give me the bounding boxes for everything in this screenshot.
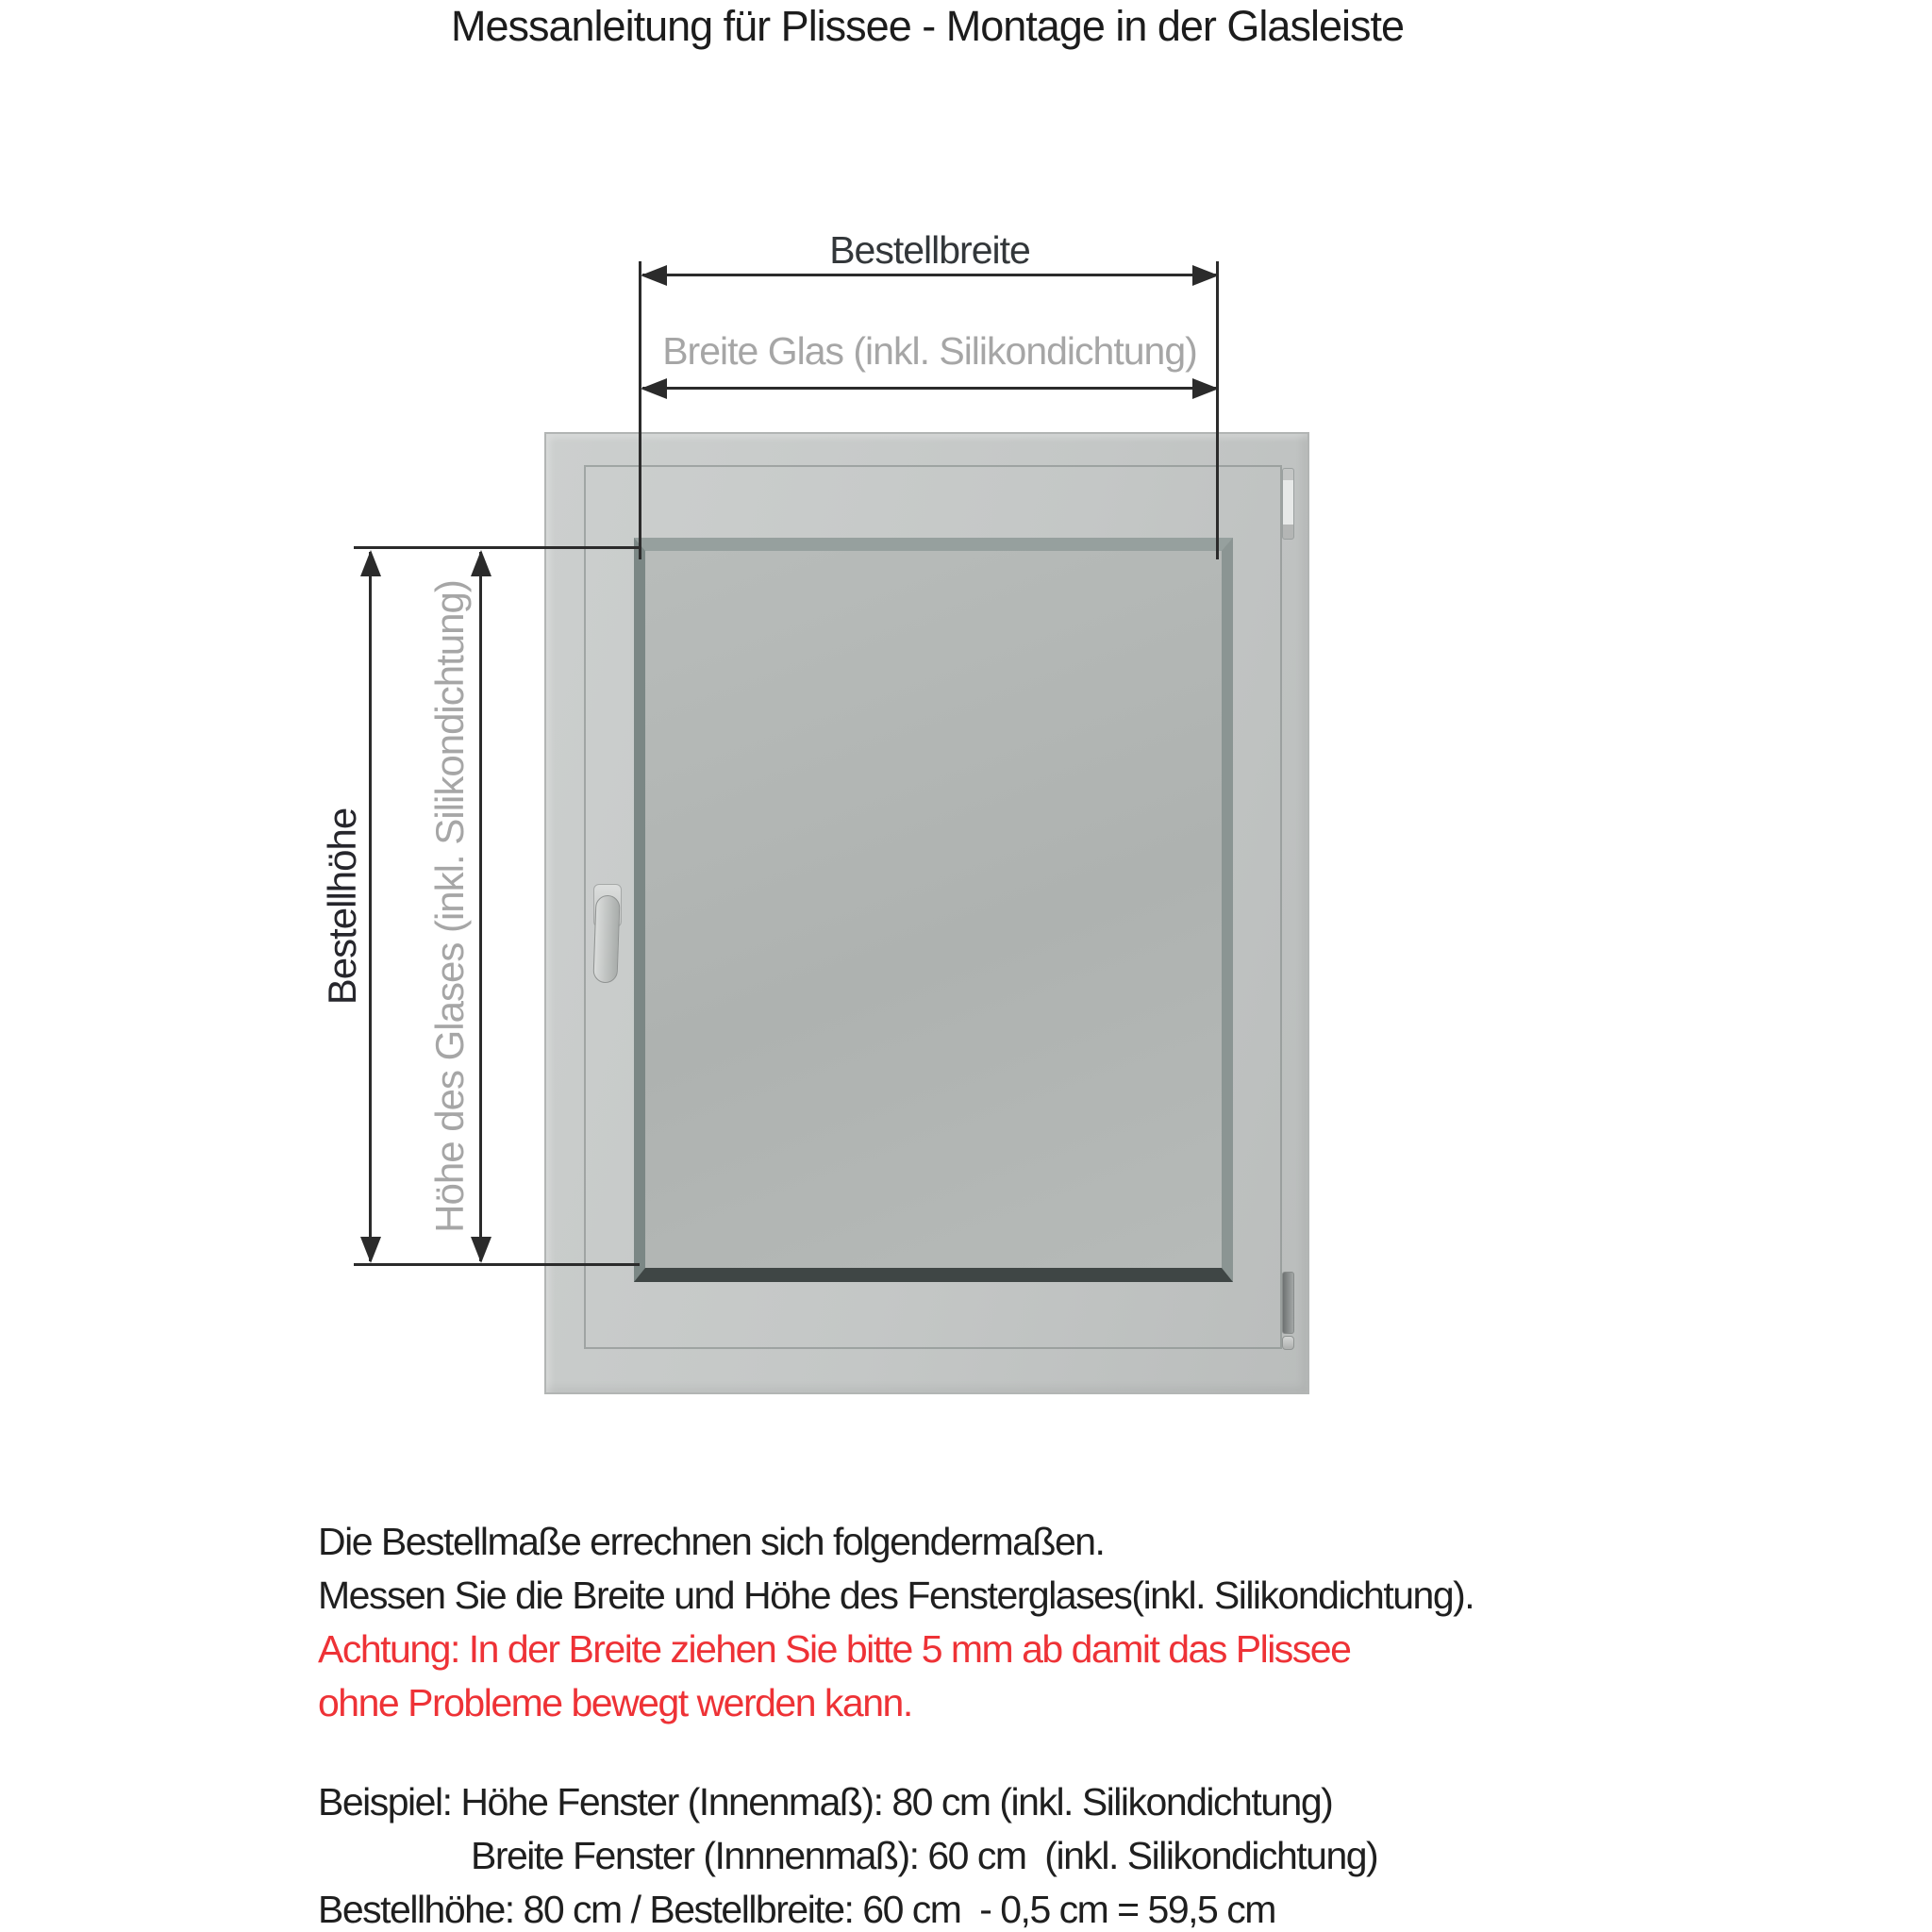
- dim-arrow-order-height: [369, 552, 372, 1261]
- example-line1: Beispiel: Höhe Fenster (Innenmaß): 80 cm (inkl. Silikondichtung): [318, 1780, 1333, 1824]
- arrowhead-up-icon: [360, 550, 381, 576]
- instruction-intro-line2: Messen Sie die Breite und Höhe des Fensterglases(inkl. Silikondichtung).: [318, 1574, 1474, 1617]
- example-line3: Bestellhöhe: 80 cm / Bestellbreite: 60 cm - 0,5 cm = 59,5 cm: [318, 1888, 1275, 1931]
- label-order-height: Bestellhöhe: [320, 808, 364, 1006]
- window-illustration: [544, 432, 1309, 1394]
- instruction-warning-line2: ohne Probleme bewegt werden kann.: [318, 1681, 912, 1724]
- arrowhead-left-icon: [641, 265, 667, 286]
- label-glass-height: Höhe des Glases (inkl. Silikondichtung): [427, 580, 472, 1233]
- arrowhead-right-icon: [1192, 378, 1219, 399]
- arrowhead-right-icon: [1192, 265, 1219, 286]
- dim-arrow-glass-width: [642, 387, 1217, 390]
- window-handle-lever: [592, 895, 620, 984]
- instruction-warning-line1: Achtung: In der Breite ziehen Sie bitte 5 mm ab damit das Plissee: [318, 1627, 1351, 1671]
- arrowhead-down-icon: [471, 1237, 491, 1263]
- instruction-text-block: [318, 1515, 1884, 1932]
- arrowhead-down-icon: [360, 1237, 381, 1263]
- arrowhead-left-icon: [641, 378, 667, 399]
- window-glass-pane: [634, 538, 1233, 1282]
- window-hinge-bottom: [1282, 1272, 1294, 1334]
- example-line2: Breite Fenster (Innnenmaß): 60 cm (inkl. Silikondichtung): [471, 1834, 1378, 1877]
- dim-arrow-order-width: [642, 274, 1217, 276]
- window-hinge-top: [1282, 468, 1294, 540]
- window-hinge-bottom-knob: [1282, 1336, 1294, 1350]
- label-order-width: Bestellbreite: [829, 228, 1030, 272]
- arrowhead-up-icon: [471, 550, 491, 576]
- dim-arrow-glass-height: [479, 552, 482, 1261]
- page-title: Messanleitung für Plissee - Montage in der Glasleiste: [450, 2, 1404, 50]
- label-glass-width: Breite Glas (inkl. Silikondichtung): [662, 329, 1197, 373]
- instruction-intro-line1: Die Bestellmaße errechnen sich folgendermaßen.: [318, 1520, 1105, 1563]
